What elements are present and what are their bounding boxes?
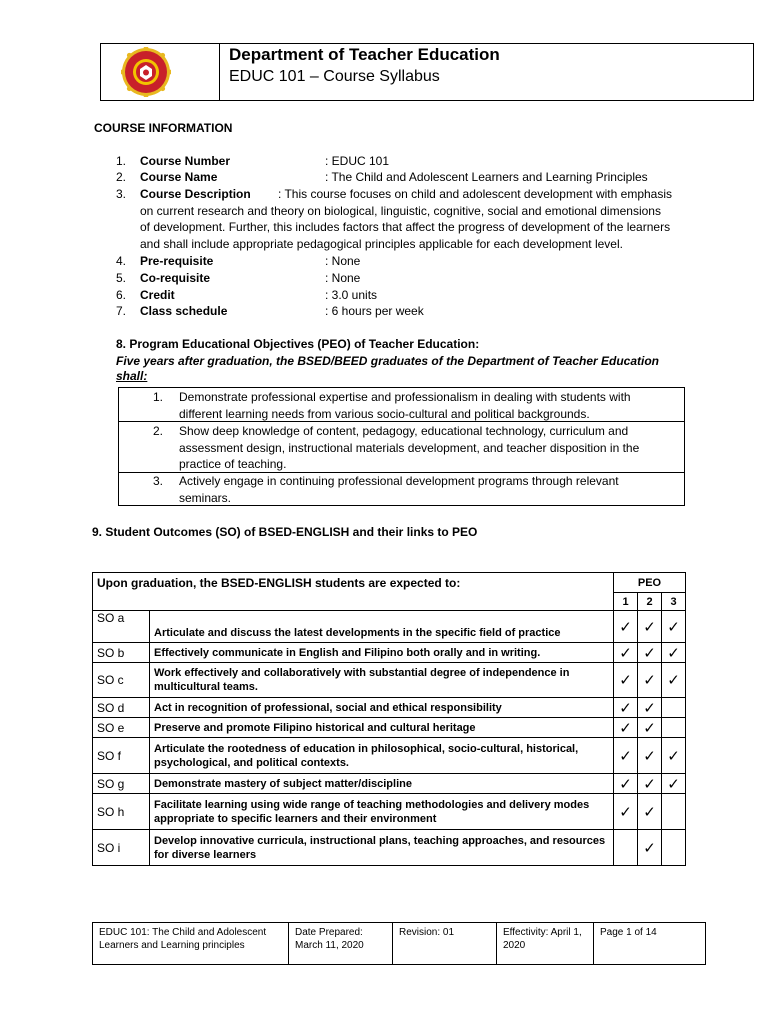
so-label: SO f (93, 738, 150, 774)
footer-course: EDUC 101: The Child and Adolescent Learners and Learning principles (93, 923, 289, 965)
so-row (93, 611, 686, 643)
so-description: Act in recognition of professional, social and ethical responsibility (150, 698, 614, 718)
check-mark-icon: ✓ (638, 794, 662, 830)
so-description: Demonstrate mastery of subject matter/discipline (150, 774, 614, 794)
check-mark-icon: ✓ (662, 774, 686, 794)
so-label: SO b (93, 643, 150, 663)
document-footer (92, 922, 706, 965)
so-description: Preserve and promote Filipino historical and cultural heritage (150, 718, 614, 738)
so-label: SO d (93, 698, 150, 718)
syllabus-subtitle: EDUC 101 – Course Syllabus (229, 68, 440, 85)
school-seal-icon (121, 47, 171, 97)
peo-list-box: 1. Demonstrate professional expertise and professionalism in dealing with students with different learning needs from various socio-cultural and political backgrounds. 2. Show deep knowledge of content, pedagogy, educational technology, curriculum and assessment design, instructional materials development, and teacher disposition in the practice of teaching. 3. Actively engage in continuing professional development programs through relevant seminars. (118, 387, 685, 506)
check-mark-icon: ✓ (638, 698, 662, 718)
so-description: Work effectively and collaboratively with substantial degree of independence in multicultural teams. (150, 663, 614, 698)
check-mark-icon: ✓ (614, 643, 638, 663)
so-label: SO c (93, 663, 150, 698)
so-row (93, 830, 686, 866)
so-description: Develop innovative curricula, instructional plans, teaching approaches, and resources for diverse learners (150, 830, 614, 866)
check-mark-icon: ✓ (662, 643, 686, 663)
check-mark-icon: ✓ (638, 718, 662, 738)
so-label: SO h (93, 794, 150, 830)
so-description: Facilitate learning using wide range of teaching methodologies and delivery modes appropriate to specific learners and their environment (150, 794, 614, 830)
footer-effectivity: Effectivity: April 1, 2020 (497, 923, 594, 965)
so-table-intro: Upon graduation, the BSED-ENGLISH students are expected to: (93, 573, 614, 611)
footer-page-number: Page 1 of 14 (594, 923, 706, 965)
so-row (93, 643, 686, 663)
peo-intro-shall: shall: (116, 369, 148, 383)
so-table (92, 572, 686, 866)
so-label: SO e (93, 718, 150, 738)
footer-revision: Revision: 01 (393, 923, 497, 965)
so-label: SO i (93, 830, 150, 866)
check-mark-icon: ✓ (614, 738, 638, 774)
peo-col-number: 3 (662, 593, 686, 611)
so-row (93, 698, 686, 718)
so-row (93, 794, 686, 830)
check-mark-icon: ✓ (638, 830, 662, 866)
empty-peo-cell (662, 794, 686, 830)
so-row (93, 718, 686, 738)
so-description: Effectively communicate in English and Filipino both orally and in writing. (150, 643, 614, 663)
peo-col-number: 1 (614, 593, 638, 611)
course-info-heading: COURSE INFORMATION (94, 121, 233, 135)
check-mark-icon: ✓ (614, 718, 638, 738)
so-label: SO a (93, 611, 150, 643)
empty-peo-cell (662, 830, 686, 866)
check-mark-icon: ✓ (614, 698, 638, 718)
check-mark-icon: ✓ (638, 774, 662, 794)
check-mark-icon: ✓ (614, 774, 638, 794)
peo-column-header: PEO (614, 573, 686, 593)
department-title: Department of Teacher Education (229, 45, 500, 64)
check-mark-icon: ✓ (614, 794, 638, 830)
check-mark-icon: ✓ (662, 663, 686, 698)
so-row (93, 663, 686, 698)
so-table-header-row (93, 573, 686, 593)
check-mark-icon: ✓ (662, 738, 686, 774)
footer-date-prepared: Date Prepared: March 11, 2020 (289, 923, 393, 965)
empty-peo-cell (614, 830, 638, 866)
check-mark-icon: ✓ (662, 611, 686, 643)
check-mark-icon: ✓ (638, 611, 662, 643)
peo-intro: Five years after graduation, the BSED/BEED graduates of the Department of Teacher Education (116, 354, 660, 368)
empty-peo-cell (662, 698, 686, 718)
so-row (93, 774, 686, 794)
check-mark-icon: ✓ (614, 611, 638, 643)
peo-heading: 8. Program Educational Objectives (PEO) of Teacher Education: (116, 337, 480, 351)
empty-peo-cell (662, 718, 686, 738)
so-row (93, 738, 686, 774)
peo-col-number: 2 (638, 593, 662, 611)
document-header (100, 43, 754, 101)
check-mark-icon: ✓ (614, 663, 638, 698)
so-description: Articulate and discuss the latest developments in the specific field of practice (150, 611, 614, 643)
so-description: Articulate the rootedness of education in philosophical, socio-cultural, historical, psychological, and political contexts. (150, 738, 614, 774)
so-heading: 9. Student Outcomes (SO) of BSED-ENGLISH and their links to PEO (92, 525, 478, 539)
check-mark-icon: ✓ (638, 663, 662, 698)
check-mark-icon: ✓ (638, 738, 662, 774)
check-mark-icon: ✓ (638, 643, 662, 663)
so-label: SO g (93, 774, 150, 794)
